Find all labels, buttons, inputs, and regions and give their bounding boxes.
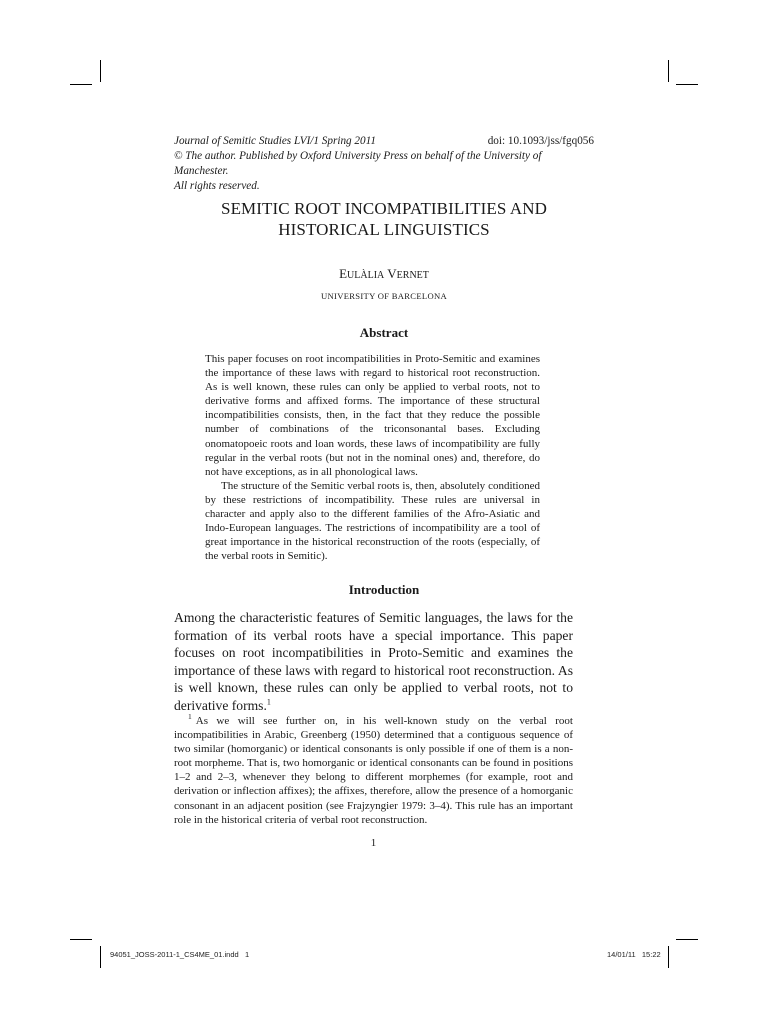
journal-citation: Journal of Semitic Studies LVI/1 Spring 2011 — [174, 135, 376, 147]
introduction-paragraph — [174, 609, 573, 715]
crop-mark-top-right-horizontal — [676, 84, 698, 85]
introduction-body — [174, 609, 573, 715]
crop-mark-bottom-left-horizontal — [70, 939, 92, 940]
printer-slug-filename: 94051_JOSS-2011-1_CS4ME_01.indd 1 — [110, 950, 250, 959]
abstract-paragraph-2: The structure of the Semitic verbal roots is, then, absolutely conditioned by these restrictions of incompatibility. These rules are universal in character and apply also to the different families of the Afro-Asiatic and Indo-European languages. The restrictions of incompatibility are a tool of great importance in the historical reconstruction of the roots (especially, of the verbal roots in Semitic). — [205, 479, 540, 563]
page-number: 1 — [370, 837, 377, 849]
crop-mark-bottom-left-vertical — [100, 946, 101, 968]
crop-mark-top-right-vertical — [668, 60, 669, 82]
abstract-paragraph-1: This paper focuses on root incompatibilities in Proto-Semitic and examines the importance of these laws with regard to historical root reconstruction. As is well known, these rules can only be applied to verbal roots, not to derivative forms and affixed forms. The importance of these structural incompatibilities consists, then, in the fact that they reduce the possible number of combinations of the triconsonantal bases. Excluding onomatopoeic roots and loan words, these laws of incompatibility are fully regular in the verbal roots (but not in the nominal ones) and, therefore, do not have exceptions, as in all phonological laws. — [205, 353, 540, 478]
crop-mark-top-left-vertical — [100, 60, 101, 82]
rights-line: All rights reserved. — [174, 180, 260, 192]
author-affiliation: UNIVERSITY OF BARCELONA — [321, 291, 447, 301]
abstract-heading: Abstract — [359, 325, 409, 340]
crop-mark-bottom-right-horizontal — [676, 939, 698, 940]
author-initial-first: E — [339, 266, 348, 281]
article-title — [174, 198, 594, 240]
footnote-text: As we will see further on, in his well-known study on the verbal root incompatibilities in Arabic, Greenberg (1950) determined that a contiguous sequence of two similar (homorganic) or identical consonants is only possible if one of them is a non-root morpheme. That is, two homorganic or identical consonants can be found in positions 1–2 and 2–3, whenever they belong to different morphemes (for example, root and derivation or inflection affixes); the affixes, therefore, allow the presence of a homorganic consonant in an adjacent position (see Frajzyngier 1979: 3–4). This rule has an important role in the historical criteria of verbal root reconstruction. — [174, 715, 573, 826]
copyright-line: © The author. Published by Oxford University Press on behalf of the University of Manchester. — [174, 150, 542, 177]
crop-mark-top-left-horizontal — [70, 84, 92, 85]
footnote-reference[interactable]: 1 — [266, 697, 271, 707]
crop-mark-bottom-right-vertical — [668, 946, 669, 968]
journal-header — [174, 134, 594, 194]
author-initial-last: V — [387, 266, 397, 281]
footnote-mark: 1 — [188, 712, 192, 722]
footnote — [174, 714, 573, 827]
introduction-heading: Introduction — [348, 582, 420, 597]
doi: doi: 10.1093/jss/fgq056 — [487, 135, 594, 147]
title-line-2: HISTORICAL LINGUISTICS — [278, 220, 490, 239]
abstract-body — [205, 352, 540, 563]
author-last-rest: ERNET — [396, 270, 429, 281]
author-name — [174, 266, 594, 282]
introduction-text: Among the characteristic features of Semitic languages, the laws for the formation of its verbal roots have a special importance. This paper focuses on root incompatibilities in Proto-Semitic and examines the importance of these laws with regard to historical root reconstruction. As is well known, these rules can only be applied to verbal roots, not to derivative forms. — [174, 610, 573, 713]
author-first-rest: ULÀLIA — [347, 270, 385, 281]
title-line-1: SEMITIC ROOT INCOMPATIBILITIES AND — [221, 199, 547, 218]
printer-slug-timestamp: 14/01/11 15:22 — [607, 950, 661, 959]
